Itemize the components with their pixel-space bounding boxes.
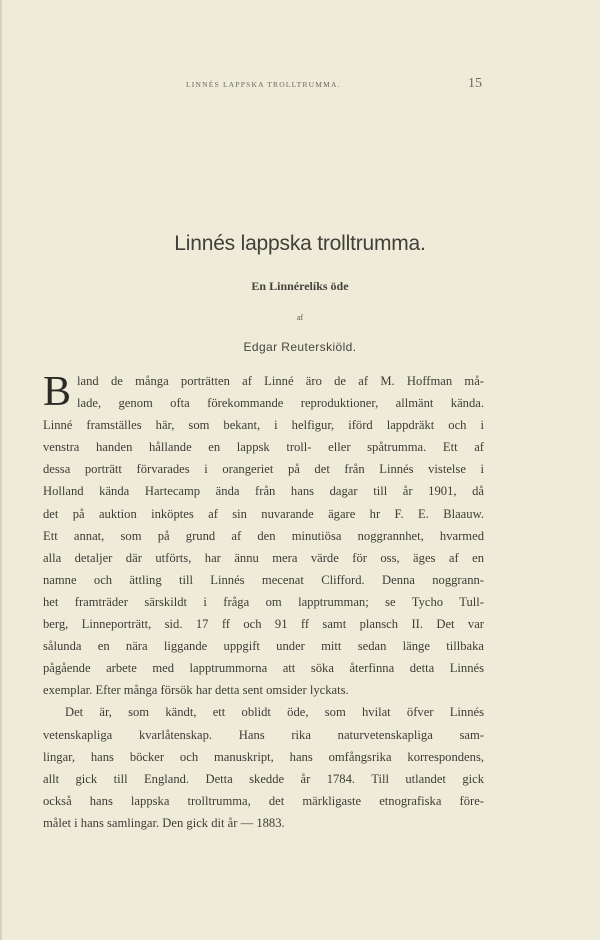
text-line: venstra handen hållande en lappsk troll- eller spåtrumma. Ett af [43, 440, 484, 455]
text-line: land de många porträtten af Linné äro de af M. Hoffman må- [77, 374, 484, 388]
text-line: lade, genom ofta förekommande reproduktioner, allmänt kända. [77, 396, 484, 411]
text-line: vetenskapliga kvarlåtenskap. Hans rika naturvetenskapliga sam- [43, 727, 484, 742]
text-line: alla detaljer där utförts, har ännu mera värde för oss, äges af en [43, 550, 484, 565]
page-edge [0, 0, 2, 940]
page-number: 15 [468, 76, 482, 91]
text-line: Det är, som kändt, ett oblidt öde, som hvilat öfver Linnés [65, 705, 484, 720]
running-head [0, 78, 600, 98]
text-line: dessa porträtt förvarades i orangeriet på det från Linnés vistelse i [43, 462, 484, 477]
drop-cap: B [43, 369, 72, 415]
text-line: det på auktion inköptes af sin nuvarande ägare hr F. E. Blaauw. [43, 506, 484, 521]
text-line: pågående arbete med lapptrummorna att söka återfinna detta Linnés [43, 661, 484, 676]
text-line: Holland kända Hartecamp ända från hans dagar till år 1901, då [43, 484, 484, 499]
text-line: het framträder särskildt i fråga om lapptrumman; se Tycho Tull- [43, 594, 484, 609]
text-line: namne och ättling till Linnés mecenat Clifford. Denna noggrann- [43, 572, 484, 587]
text-line: Ett annat, som på grund af den minutiösa noggrannhet, hvarmed [43, 528, 484, 543]
text-line: också hans lappska trolltrumma, det märkligaste etnografiska före- [43, 793, 484, 808]
text-line: Linné framställes här, som bekant, i helfigur, iförd lappdräkt och i [43, 418, 484, 433]
text-line: exemplar. Efter många försök har detta sent omsider lyckats. [43, 683, 349, 698]
article-title: Linnés lappska trolltrumma. [174, 232, 426, 255]
paragraph-2 [43, 701, 484, 834]
text-line: sålunda en nära liggande uppgift under mitt sedan länge tillbaka [43, 639, 484, 654]
text-line: berg, Linneporträtt, sid. 17 ff och 91 ff samt plansch II. Det var [43, 617, 484, 632]
running-title: LINNÉS LAPPSKA TROLLTRUMMA. [186, 80, 341, 89]
byline-preposition: af [296, 313, 304, 322]
article-subtitle: En Linnérelíks öde [251, 279, 349, 293]
text-line: allt gick till England. Detta skedde år 1784. Till utlandet gick [43, 771, 484, 786]
text-line: målet i hans samlingar. Den gick dit år — 1883. [43, 815, 285, 830]
body-text [43, 370, 484, 834]
text-line: lingar, hans böcker och manuskript, hans omfångsrika korrespondens, [43, 749, 484, 764]
paragraph-1 [43, 370, 484, 701]
article-author: Edgar Reuterskiöld. [243, 340, 357, 354]
